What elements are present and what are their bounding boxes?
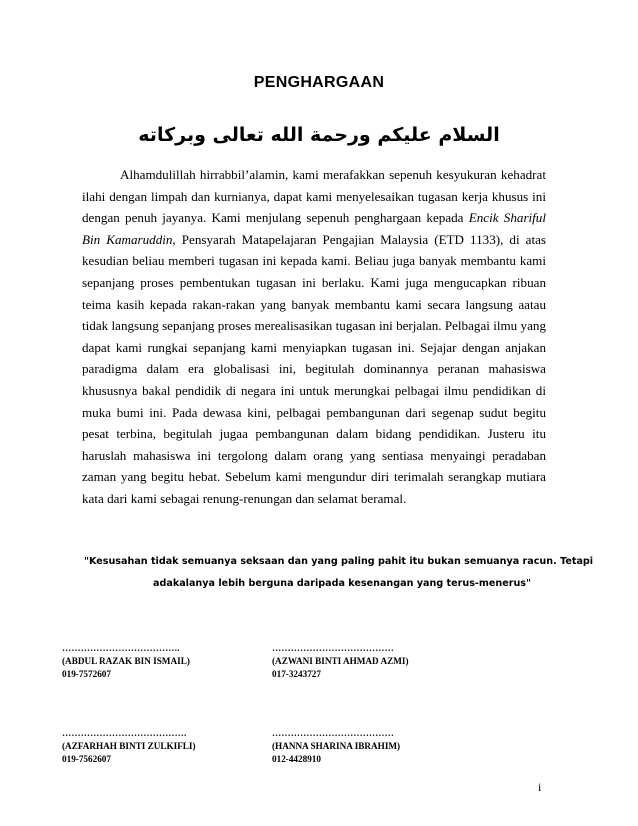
signature-block: [62, 727, 196, 766]
acknowledgement-body: [82, 164, 546, 510]
page-title: PENGHARGAAN: [253, 74, 385, 91]
page-number: i: [538, 780, 542, 794]
quote-block: [84, 551, 594, 595]
signature-line: …………………………………: [272, 728, 395, 738]
signature-block: [272, 727, 400, 766]
paragraph-text-start: Alhamdulillah hirrabbil’alamin, kami merafakkan sepenuh kesyukuran kehadrat ilahi dengan limpah dan kurnianya, dapat kami menyelesaikan tugasan kerja khusus ini dengan penuh jayanya. Kami menjulang sepenuh penghargaan kepada: [82, 167, 546, 226]
arabic-greeting: السلام عليكم ورحمة الله تعالى وبركاته: [138, 124, 500, 146]
signatory-name: (ABDUL RAZAK BIN ISMAIL): [62, 656, 190, 666]
signatory-phone: 019-7562607: [62, 754, 111, 764]
quote-line-2: adakalanya lebih berguna daripada kesenangan yang terus-menerus": [153, 578, 531, 589]
lecturer-name: Encik Shariful Bin Kamaruddin,: [82, 210, 546, 247]
quote-line-1: "Kesusahan tidak semuanya seksaan dan yang paling pahit itu bukan semuanya racun. Tetapi: [84, 556, 594, 567]
acknowledgement-paragraph: [82, 164, 546, 510]
signatory-name: (AZFARHAH BINTI ZULKIFLI): [62, 741, 196, 751]
signature-block: [62, 642, 190, 681]
paragraph-text-end: Pensyarah Matapelajaran Pengajian Malaysia (ETD 1133), di atas kesudian beliau memberi tugasan ini kepada kami. Beliau juga banyak membantu kami sepanjang proses pembentukan tugasan ini berlaku. Kami juga mengucapkan ribuan teima kasih kepada rakan-rakan yang banyak membantu kami secara langsung aatau tidak langsung sepanjang proses merealisasikan tugasan ini berjalan. Pelbagai ilmu yang dapat kami rungkai sepanjang kami menyiapkan tugasan ini. Sejajar dengan anjakan paradigma dalam era globalisasi ini, begitulah dominannya peranan mahasiswa khususnya bakal pendidik di negara ini untuk merungkai pelbagai ilmu pendidikan di muka bumi ini. Pada dewasa kini, pelbagai pembangunan dari segenap sudut begitu pesat terbina, begitulah jugaa pembangunan dalam bidang pendidikan. Justeru itu haruslah mahasiswa ini tergolong dalam orang yang sentiasa menyaingi peradaban zaman yang begitu hebat. Sebelum kami mengundur diri terimalah serangkap mutiara kata dari kami sebagai renung-renungan dan selamat beramal.: [82, 231, 546, 506]
signature-line: …………………………………: [272, 643, 395, 653]
signatory-name: (HANNA SHARINA IBRAHIM): [272, 741, 401, 751]
signatory-name: (AZWANI BINTI AHMAD AZMI): [272, 656, 409, 666]
signatory-phone: 017-3243727: [272, 669, 321, 679]
signature-line: ………………………………..: [62, 643, 180, 653]
signature-block: [272, 642, 409, 681]
signature-line: ………………………………….: [62, 728, 187, 738]
signatory-phone: 012-4428910: [272, 754, 321, 764]
signatory-phone: 019-7572607: [62, 669, 111, 679]
